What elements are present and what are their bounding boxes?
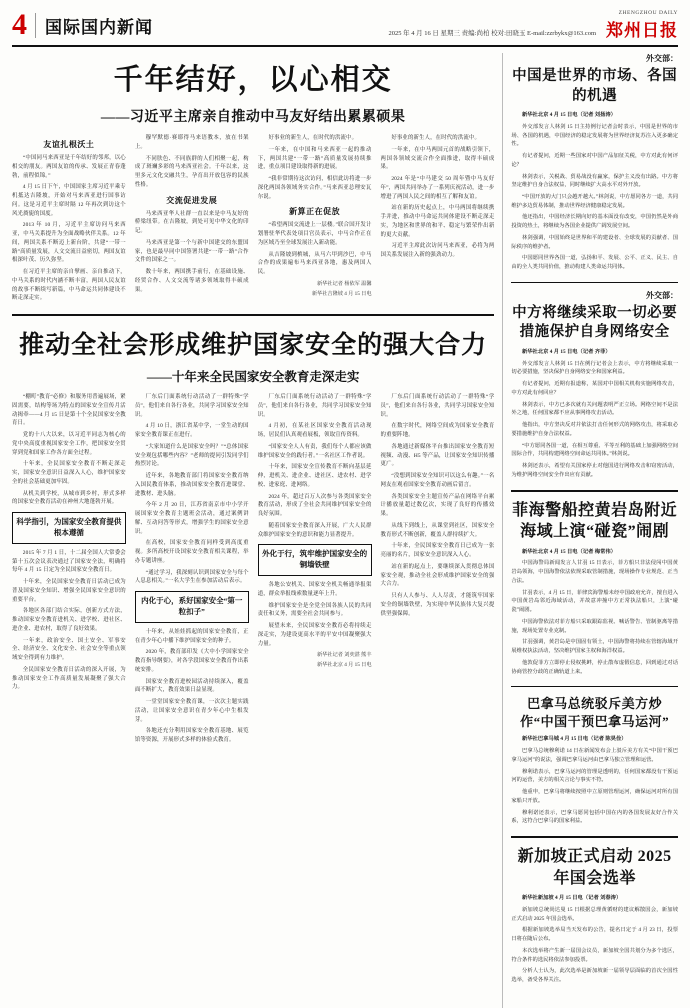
- paragraph: 巴拿马总统穆利诺 14 日在新闻发布会上驳斥美方有关“中国干预巴拿马运河”的说法，强调巴拿马运河由巴拿马独立管理和运营。: [511, 748, 678, 763]
- paragraph: 在高校，国家安全教育同样受到高度重视。多所高校开设国家安全教育相关课程，举办专题讲座。: [134, 540, 249, 564]
- paragraph: “通过学习，我深刻认识到国家安全与每个人息息相关。”一名大学生在参加活动后表示。: [134, 569, 249, 585]
- rail-divider: [511, 490, 678, 492]
- lead-column-4: [381, 134, 495, 306]
- paragraph: 一堂堂国家安全教育课，一次次主题实践活动，让国家安全意识在青少年心中生根发芽。: [134, 699, 249, 723]
- mid-col1-text-b: [12, 549, 126, 692]
- rail-body-4: [511, 735, 678, 826]
- lead-column-1: [12, 134, 126, 306]
- paragraph: 在数字时代，网络空间成为国家安全教育的重要阵地。: [380, 423, 495, 438]
- newspaper-logo: [606, 10, 678, 41]
- main-content: [12, 53, 494, 1008]
- paragraph: 站在新的历史起点上，中马两国将继续携手并进，推动中马命运共同体建设不断走深走实，为地区和世界的和平、稳定与繁荣作出新的更大贡献。: [380, 205, 495, 238]
- paragraph: 2024 年，超过百万人次参与各类国家安全教育活动，形成了全社会共同维护国家安全的良好氛围。: [257, 493, 372, 517]
- paragraph: “国家安全人人有责，我们每个人都应该做维护国家安全的践行者。”一名社区工作者说。: [257, 443, 372, 459]
- paragraph: 十年来，国家安全宣传教育不断向基层延伸，进机关、进企业、进社区、进农村、进学校、进家庭、进网络。: [257, 464, 372, 488]
- lead-col4-text: [381, 134, 495, 260]
- rail-divider: [511, 282, 678, 283]
- lead-col2-text-b: [135, 210, 249, 295]
- mid-column-2: [135, 393, 249, 748]
- mid-col2-text-b: [135, 628, 249, 745]
- paragraph: “中方愿同各国一道，在相互尊重、平等互利的基础上加强网络空间国际合作，共同构建网络空间命运共同体。”林剑说。: [511, 442, 678, 458]
- rail-kicker-2: 外交部：: [646, 290, 678, 300]
- lead-dateline: 新华社吉隆坡 4 月 15 日电: [311, 290, 372, 297]
- paragraph: 新加坡总统尚达曼 15 日根据总理黄循财的建议解散国会，新加坡正式启动 2025 年国会选举。: [511, 906, 678, 922]
- paragraph: 他敦促菲方立即停止侵权挑衅，停止散布虚假信息，回到通过对话协商管控分歧的正确轨道上来。: [511, 659, 678, 675]
- paragraph: 展望未来，全民国家安全教育必将持续走深走实，为建设更高水平的平安中国凝聚强大力量。: [257, 623, 372, 647]
- mid-subheadline: ——十年来全民国家安全教育走深走实: [146, 370, 360, 384]
- mid-signature: 新华社记者 刘奕湛 熊丰: [317, 652, 372, 659]
- paragraph: 马来西亚华人社群一直以来是中马友好的桥梁纽带。在吉隆坡，到处可见中华文化的印记。: [134, 210, 249, 234]
- lead-col2-text: [135, 134, 249, 190]
- paragraph: 一年来，在中马两国元首的战略引领下，两国各领域交流合作全面推进，取得丰硕成果。: [380, 146, 495, 171]
- paragraph: 新华社北京 4 月 15 日电（记者 梅常伟）: [521, 548, 616, 555]
- mid-boxhead-1: 科学指引，为国家安全教育提供根本遵循: [12, 512, 126, 544]
- paragraph: 中国海警依法对菲方船只采取跟踪监视、喊话警告、管制驱离等措施，现场处置专业克制。: [511, 618, 678, 634]
- paragraph: “中国开放的大门只会越开越大。”林剑说，中方愿同各方一道，共同维护多边贸易体制，推动世界经济健康稳定发展。: [511, 194, 678, 209]
- masthead-right: [389, 10, 678, 41]
- lead-col3-text-b: [258, 221, 372, 277]
- paragraph: “没想到国家安全知识可以这么有趣。”一名网友在观看国家安全教育动画后留言。: [380, 473, 495, 488]
- paragraph: 2020 年，教育部印发《大中小学国家安全教育指导纲要》，对各学段国家安全教育作出系统安排。: [134, 649, 249, 673]
- lead-headline-block: [12, 57, 494, 98]
- lead-col1-text: [12, 154, 126, 303]
- paragraph: 穆利诺表示，巴拿马运河的管理是透明的，任何国家都没有干预运河的运营，美方的相关言论与事实不符。: [511, 768, 678, 784]
- paragraph: 好事业的新生人，在时代的洪流中。: [268, 135, 358, 141]
- rail-article-5: [511, 845, 678, 988]
- paragraph: 2024 年是“中马建交 50 周年暨中马友好年”，两国共同举办了一系列庆祝活动，进一步增进了两国人民之间的相互了解和友谊。: [380, 176, 495, 200]
- rail-article-4: [511, 694, 678, 829]
- paragraph: 厂东后门面系统行动活动了一群特殊“学员”，他们来自各行各业，共同学习国家安全知识。: [257, 394, 372, 418]
- story-divider: [12, 314, 494, 316]
- paragraph: 十年来，全民国家安全教育不断走深走实，国家安全意识日益深入人心，维护国家安全的社会基础更加牢固。: [12, 461, 126, 485]
- lead-subheadline: ——习近平主席亲自推动中马友好结出累累硕果: [100, 110, 406, 125]
- paragraph: 中国愿同世界各国一道，弘扬和平、发展、公平、正义、民主、自由的全人类共同价值，推动构建人类命运共同体。: [511, 255, 678, 271]
- rail-title-2: 中方将继续采取一切必要措施保护自身网络安全: [512, 304, 678, 341]
- mid-boxhead-3: 外化于行，筑牢维护国家安全的铜墙铁壁: [258, 544, 372, 576]
- paragraph: 一年来，在中国和马来西亚一起的推动下，两国共建“一带一路”高质量发展持续推进，重点项目建设取得新的进展。: [257, 146, 372, 171]
- paragraph: 站在新的起点上，要继续深入贯彻总体国家安全观，推动全社会形成维护国家安全的强大合力。: [380, 563, 495, 588]
- paragraph: “我非常期待这次访问，相信此访将进一步深化两国各领域务实合作。”马来西亚总理安瓦尔说。: [257, 176, 372, 200]
- paragraph: 中国海警局新闻发言人甘羽 15 日表示，菲方船只非法侵闯中国黄岩岛领海，中国海警依法依规采取管制措施，现场操作专业规范、正当合法。: [511, 560, 678, 584]
- mid-headline-block: [12, 325, 494, 361]
- rail-title-5: 新加坡正式启动 2025 年国会选举: [517, 847, 672, 887]
- paragraph: “中国同马来西亚是千年结好的邻邦，以心相交的朋友。两国友谊的传承、发展正青春蓬勃，前程似锦。”: [12, 155, 126, 179]
- logo-chinese: 郑州日报: [606, 21, 678, 40]
- paragraph: 甘羽表示，4 月 15 日，菲律宾海警船未经中国政府允许，擅自进入中国黄岩岛邻近海域活动，并故意冲撞中方正常执法船只，上演“碰瓷”闹剧。: [511, 589, 678, 614]
- paragraph: 外交部发言人林剑 15 日主持例行记者会时表示，中国是世界的市场、各国的机遇，中国经济的稳定发展将为世界经济复苏注入更多确定性。: [511, 123, 678, 148]
- paragraph: 4 月初，在某社区国家安全教育活动现场，居民们认真观看展板，领取宣传资料。: [257, 423, 372, 438]
- lead-column-3: [258, 134, 372, 306]
- paragraph: 2015 年 7 月 1 日，十二届全国人大常委会第十五次会议表决通过了国家安全法，明确将每年 4 月 15 日定为全民国家安全教育日。: [12, 549, 126, 574]
- paragraph: 随着国家安全教育深入开展，广大人民群众维护国家安全的意识和能力显著提升。: [257, 522, 372, 538]
- paragraph: 4 月 10 日，浙江省某中学，一堂生动的国家安全教育课正在进行。: [134, 423, 249, 438]
- rail-divider: [511, 836, 678, 838]
- paragraph: 厂东后门面系统行动活动了一群特殊“学员”，他们来自各行各业，共同学习国家安全知识。: [134, 394, 249, 418]
- paragraph: 他重申，巴拿马将继续按照中立原则管理运河，确保运河对所有国家船只开放。: [511, 789, 678, 804]
- paragraph: 新华社北京 4 月 15 日电（记者 齐菲）: [521, 349, 611, 355]
- rail-article-2: [511, 290, 678, 483]
- paragraph: 习近平主席此次访问马来西亚，必将为两国关系发展注入新的强劲动力。: [380, 243, 495, 258]
- rail-kicker-1: 外交部：: [646, 54, 678, 63]
- paragraph: 近年来，各地教育部门将国家安全教育纳入国民教育体系，推动国家安全教育进课堂、进教材、进头脑。: [134, 473, 249, 497]
- paragraph: 本次选举将产生新一届国会议员，新加坡全国共划分为多个选区，符合条件的选民将依法参加投票。: [511, 947, 678, 963]
- paragraph: 2013 年 10 月，习近平主席访问马来西亚，中马关系提升为全面战略伙伴关系。12 年间，两国关系不断迈上新台阶，共建“一带一路”高质量发展，人文交流日益密切，两国友谊根深叶茂、历久弥坚。: [12, 222, 126, 264]
- paragraph: 十年来，全民国家安全教育日已成为一张亮丽的名片，国家安全意识深入人心。: [380, 543, 495, 558]
- mid-columns: [12, 393, 494, 748]
- paragraph: 数十年来，两国携手前行，在基础设施、经贸合作、人文交流等诸多领域取得丰硕成果。: [134, 269, 249, 293]
- paragraph: 在习近平主席的亲自擘画、亲自推动下，中马关系的时代内涵不断丰富，两国人民友谊的故事不断续写新篇，中马命运共同体建设不断走深走实。: [12, 269, 126, 302]
- paragraph: 从机关到学校，从城市到乡村，形式多样的国家安全教育活动在神州大地蓬勃开展。: [12, 490, 126, 506]
- rail-article-3: [511, 499, 678, 680]
- rail-body-3: [511, 548, 678, 677]
- paragraph: “希望两国交流进上一层楼。”联合国开发计划署驻华代表处项目官员表示，中马合作正在为区域乃至全球发展注入新动能。: [257, 222, 372, 246]
- paragraph: 今年 2 月 20 日，江苏省南京市中小学开展国家安全教育主题班会活动，通过案例讲解、互动问答等形式，增强学生的国家安全意识。: [134, 502, 249, 535]
- mid-dateline: 新华社北京 4 月 15 日电: [317, 662, 372, 669]
- lead-headline: 千年结好，以心相交: [113, 64, 393, 96]
- rail-article-1: [511, 53, 678, 275]
- paragraph: “大家知道什么是国家安全吗？”“总体国家安全观包括哪些内容？”老师的提问引发同学们热烈讨论。: [134, 443, 249, 468]
- mid-boxhead-2: 内化于心，系好国家安全“第一粒扣子”: [135, 591, 249, 623]
- paragraph: 各地通过新媒体平台推出国家安全教育短视频、动漫、H5 等产品，让国家安全知识传播更广。: [380, 443, 495, 468]
- issue-dateline: 2025 年 4 月 16 日 星期三 责编:尚柏 校对:田晓玉 E-mail:zzrbykx@163.com: [388, 30, 596, 38]
- right-rail: [502, 53, 678, 1008]
- paragraph: 新华社巴拿马城 4 月 15 日电（记者 陈昊佺）: [521, 736, 627, 743]
- paragraph: 4 月 15 日下午，中国国家主席习近平乘专机抵达吉隆坡，开始对马来西亚进行国事访问。这是习近平主席时隔 12 年再次到访这个风光旖旎的国度。: [12, 184, 126, 217]
- lead-col3-text: [258, 134, 372, 201]
- paragraph: 不同肤色、不同族群的人们相聚一起，构成了斑斓多彩的马来西亚社会。千年以来，这里多元文化交融共生，孕育出开放包容的民族性格。: [134, 155, 249, 188]
- paragraph: 只有人人参与、人人尽责，才能筑牢国家安全的铜墙铁壁，为实现中华民族伟大复兴提供坚强保障。: [380, 593, 495, 617]
- logo-pinyin: ZHENGZHOU DAILY: [618, 10, 678, 16]
- paragraph: 各地公安机关、国家安全机关畅通举报渠道，群众举报线索数量逐年上升。: [257, 582, 372, 597]
- paragraph: 他还指出，中国经济长期向好的基本面没有改变，中国仍然是外商投资的热土，将继续为各国企业提供广阔发展空间。: [511, 214, 678, 230]
- paragraph: 党的十八大以来，以习近平同志为核心的党中央高度重视国家安全工作，把国家安全贯穿到党和国家工作各方面全过程。: [12, 432, 126, 456]
- paragraph: 外交部发言人林剑 15 日在例行记者会上表示，中方将继续采取一切必要措施，坚决保护自身网络安全和国家利益。: [511, 360, 678, 376]
- section-title: 国际国内新闻: [35, 13, 153, 38]
- paragraph: 穆利诺还表示，巴拿马愿同包括中国在内的各国发展友好合作关系，这符合巴拿马的国家利益。: [511, 809, 678, 825]
- page-number: 4: [12, 8, 27, 41]
- mid-col3-text: [258, 393, 372, 539]
- paragraph: 分析人士认为，此次选举是新加坡新一届领导层面临的首次全国性选举，备受各界关注。: [511, 968, 678, 984]
- paragraph: 马来西亚是第一个与新中国建交的东盟国家，也是最早同中国签署共建“一带一路”合作文件的国家之一。: [134, 239, 249, 264]
- paragraph: 林剑表示，关税战、贸易战没有赢家，保护主义没有出路。中方将坚定维护自身合法权益，同时继续扩大高水平对外开放。: [511, 173, 678, 189]
- rail-body-1: [511, 111, 678, 272]
- mid-col1-text: [12, 393, 126, 507]
- paragraph: 好事业的新生人，在时代的洪流中。: [391, 135, 480, 141]
- paragraph: 一年来，政治安全、国土安全、军事安全、经济安全、文化安全、社会安全等重点领域安全得到有力维护。: [12, 637, 126, 661]
- rail-divider: [511, 686, 678, 687]
- lead-signature: 新华社记者 杨依军 温馨: [317, 280, 372, 287]
- rail-body-5: [511, 894, 678, 985]
- paragraph: “棚町”教育“必修》和服务用普遍展场，紧固需要，结构等场为特点的国家安全宣传月活动揭牵——4 月 15 日是第十个全民国家安全教育日。: [12, 394, 126, 427]
- rail-body-2: [511, 348, 678, 480]
- mid-col4-text: [381, 393, 495, 618]
- paragraph: 国家安全教育进校园活动持续深入，覆盖面不断扩大，教育效果日益显现。: [134, 678, 249, 694]
- paragraph: 有记者提问，近期一些国家对中国产品加征关税，中方对此有何评论？: [511, 153, 678, 168]
- paragraph: 穆罕默德·赛耶得马来语教本，放在书架上。: [134, 135, 249, 150]
- paragraph: 十年来，全民国家安全教育日活动已成为普及国家安全知识、增强全民国家安全意识的重要平台。: [12, 579, 126, 603]
- rail-title-3: 菲海警船控黄岩岛附近海域上演“碰瓷”闹剧: [512, 501, 678, 541]
- lead-subhead-3: 新算正在促放: [289, 207, 341, 217]
- paragraph: 各地区各部门结合实际，创新方式方法，推动国家安全教育进机关、进学校、进社区、进企业、进农村，取得了良好效果。: [12, 608, 126, 632]
- paragraph: 十年来，从娃娃抓起的国家安全教育，正在青少年心中播下维护国家安全的种子。: [134, 628, 249, 644]
- page-body: [12, 53, 678, 1008]
- lead-columns: [12, 134, 494, 306]
- paragraph: 林剑表示，中方已多次就有关问题表明严正立场。网络空间不是法外之地，任何国家都不应从事网络攻击活动。: [511, 401, 678, 417]
- paragraph: 新华社北京 4 月 15 日电（记者 刘扬涛）: [521, 112, 616, 119]
- mid-headline: 推动全社会形成维护国家安全的强大合力: [19, 332, 488, 359]
- lead-column-2: [135, 134, 249, 306]
- paragraph: 厂东后门面系统行动活动了一群特殊“学员”，他们来自各行各业，共同学习国家安全知识。: [380, 394, 495, 418]
- paragraph: 从吉隆坡到槟城，从马六甲到沙巴，中马合作的成果遍布马来西亚各地，惠及两国人民。: [257, 251, 372, 275]
- paragraph: 根据新加坡选举局当天发布的公告，提名日定于 4 月 23 日，投票日将在随后公布。: [511, 927, 678, 943]
- paragraph: 各地还充分利用国家安全教育基地、展览馆等资源，开展形式多样的体验式教育。: [134, 728, 249, 743]
- paragraph: 新华社新加坡 4 月 15 日电（记者 刘春涛）: [521, 895, 622, 902]
- paragraph: 林剑强调，中国始终是世界和平的建设者、全球发展的贡献者、国际秩序的维护者。: [511, 234, 678, 250]
- paragraph: 有记者提问，近期有报道称，某国对中国相关机构实施网络攻击，中方对此有何回应？: [511, 381, 678, 396]
- rail-title-1: 中国是世界的市场、各国的机遇: [512, 68, 678, 104]
- paragraph: 甘羽强调，黄岩岛是中国固有领土，中国海警将持续在管辖海域开展维权执法活动，坚决维护国家主权和海洋权益。: [511, 639, 678, 655]
- mid-col3-text-b: [258, 581, 372, 648]
- paragraph: 全民国家安全教育日活动的深入开展，为推动国家安全工作高质量发展凝聚了强大合力。: [12, 666, 126, 691]
- mid-column-3: [258, 393, 372, 748]
- paragraph: 从线下到线上，从课堂到社区，国家安全教育形式不断创新，覆盖人群持续扩大。: [380, 522, 495, 538]
- paragraph: 维护国家安全是全党全国各族人民的共同责任和义务，需要全社会共同参与。: [257, 602, 372, 618]
- paragraph: 各类国家安全主题宣传产品在网络平台累计播放量超过数亿次，实现了良好的传播效果。: [380, 493, 495, 517]
- masthead: [12, 10, 678, 47]
- lead-subhead-2: 交流促进发展: [166, 195, 218, 205]
- mid-column-4: [381, 393, 495, 748]
- paragraph: 林剑还表示，希望有关国家停止对他国进行网络攻击和窃密活动，为维护网络空间安全作出应有贡献。: [511, 463, 678, 478]
- paragraph: 他指出，中方坚决反对并依法打击任何形式的网络攻击，将采取必要措施维护自身合法权益。: [511, 422, 678, 437]
- rail-title-4: 巴拿马总统驳斥美方炒作“中国干预巴拿马运河”: [520, 696, 670, 729]
- lead-subhead-1: 友谊扎根沃土: [43, 140, 95, 149]
- mid-col2-text: [135, 393, 249, 586]
- mid-column-1: [12, 393, 126, 748]
